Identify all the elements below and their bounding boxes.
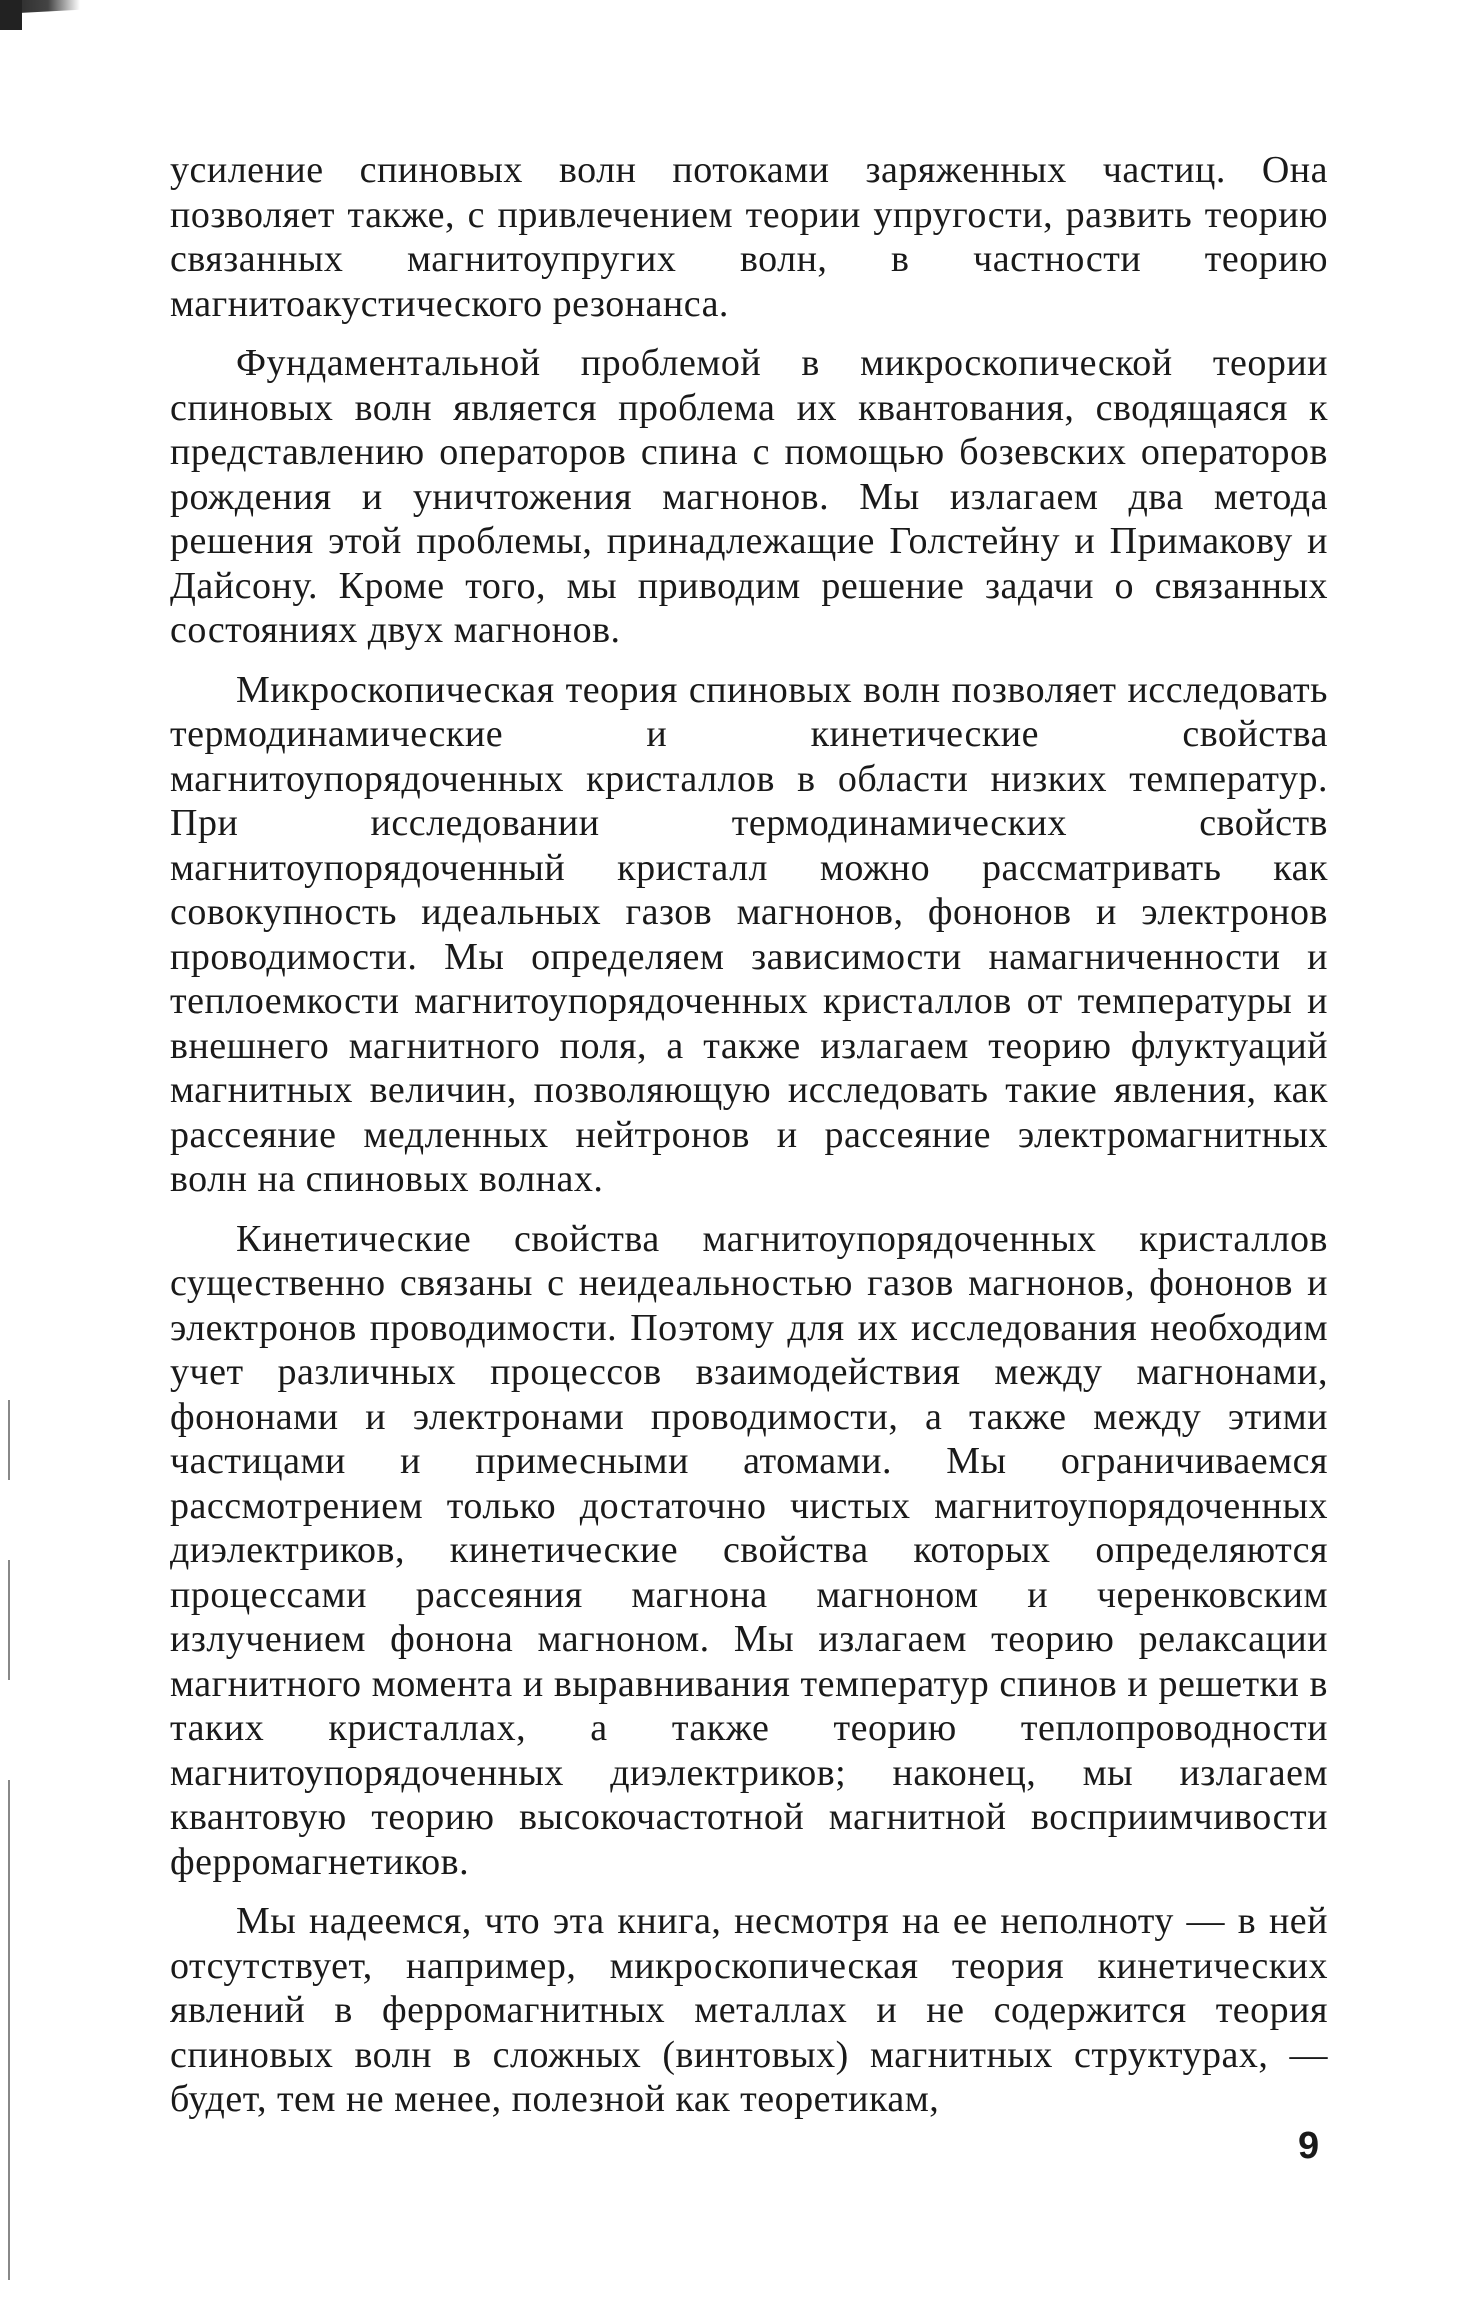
- paragraph-4: Кинетические свойства магнитоупорядоченных кристаллов существенно связаны с неидеальностью газов магнонов, фононов и электронов проводимости. Поэтому для их исследования необходим учет различных процессов взаимодействия между магнонами, фононами и электронами проводимости, а также между этими частицами и примесными атомами. Мы ограничиваемся рассмотрением только достаточно чистых магнитоупорядоченных диэлектриков, кинетические свойства которых определяются процессами рассеяния магнона магноном и черенковским излучением фонона магноном. Мы излагаем теорию релаксации магнитного момента и выравнивания температур спинов и решетки в таких кристаллах, а также теорию теплопроводности магнитоупорядоченных диэлектриков; наконец, мы излагаем квантовую теорию высокочастотной магнитной восприимчивости ферромагнетиков.: [170, 1217, 1328, 1883]
- scan-artifact-edge: [8, 1400, 10, 1480]
- paragraph-3: Микроскопическая теория спиновых волн позволяет исследовать термодинамические и кинетические свойства магнитоупорядоченных кристаллов в области низких температур. При исследовании термодинамических свойств магнитоупорядоченный кристалл можно рассматривать как совокупность идеальных газов магнонов, фононов и электронов проводимости. Мы определяем зависимости намагниченности и теплоемкости магнитоупорядоченных кристаллов от температуры и внешнего магнитного поля, а также излагаем теорию флуктуаций магнитных величин, позволяющую исследовать такие явления, как рассеяние медленных нейтронов и рассеяние электромагнитных волн на спиновых волнах.: [170, 668, 1328, 1200]
- page-number: 9: [1298, 2125, 1320, 2167]
- paragraph-5: Мы надеемся, что эта книга, несмотря на ее неполноту — в ней отсутствует, например, микроскопическая теория кинетических явлений в ферромагнитных металлах и не содержится теория спиновых волн в сложных (винтовых) магнитных структурах, — будет, тем не менее, полезной как теоретикам,: [170, 1900, 1328, 2120]
- scan-artifact-corner-block: [0, 0, 22, 30]
- paragraph-2: Фундаментальной проблемой в микроскопической теории спиновых волн является проблема их квантования, сводящаяся к представлению операторов спина с помощью бозевских операторов рождения и уничтожения магнонов. Мы излагаем два метода решения этой проблемы, принадлежащие Голстейну и Примакову и Дайсону. Кроме того, мы приводим решение задачи о связанных состояниях двух магнонов.: [170, 342, 1328, 651]
- page-body: [170, 148, 1328, 2137]
- scan-artifact-edge: [8, 1560, 10, 1680]
- scan-artifact-edge: [8, 1780, 10, 2280]
- paragraph-1: усиление спиновых волн потоками заряженных частиц. Она позволяет также, с привлечением теории упругости, развить теорию связанных магнитоупругих волн, в частности теорию магнитоакустического резонанса.: [170, 149, 1328, 325]
